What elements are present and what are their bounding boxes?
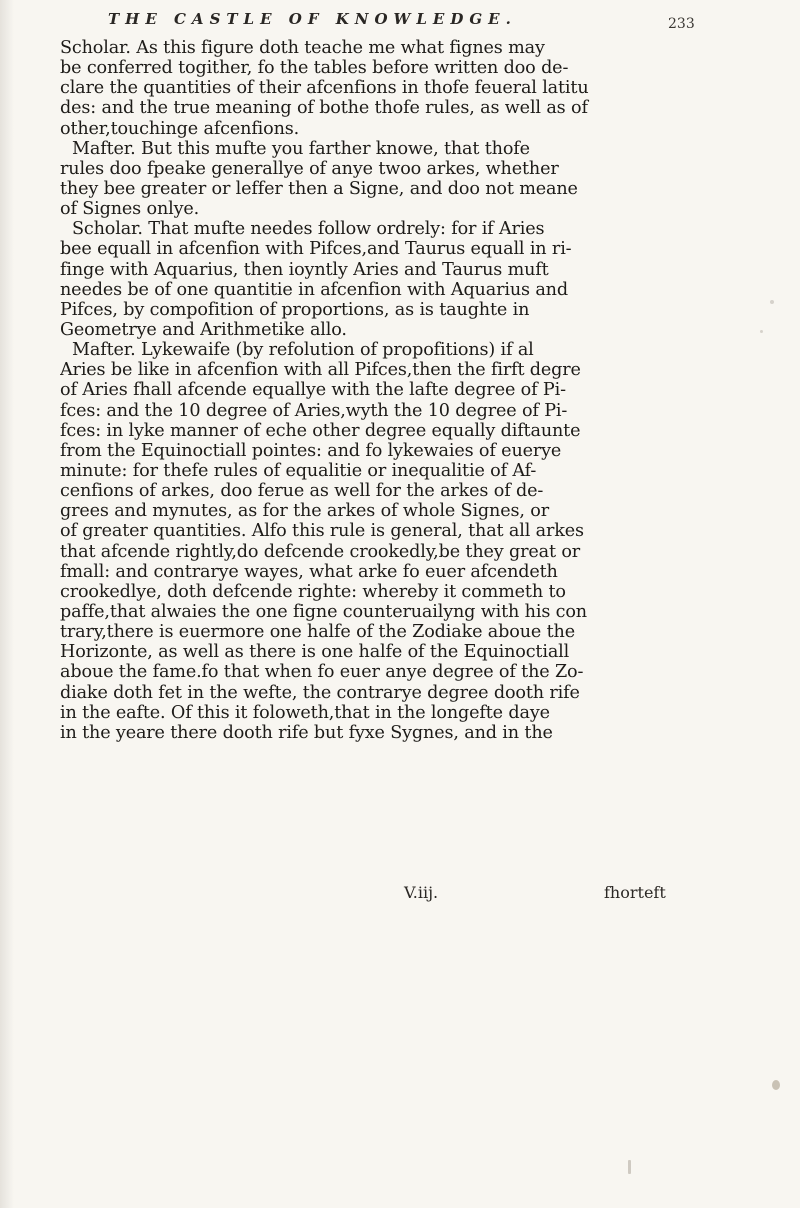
text-line: diake doth fet in the wefte, the contrarye degree dooth rife xyxy=(60,682,580,703)
text-line: from the Equinoctiall pointes: and fo lykewaies of euerye xyxy=(60,440,562,461)
body-text xyxy=(60,38,700,743)
text-line: in the eafte. Of this it foloweth,that in the longefte daye xyxy=(60,702,550,723)
text-line: of greater quantities. Alfo this rule is general, that all arkes xyxy=(60,521,584,542)
running-title: THE CASTLE OF KNOWLEDGE. xyxy=(108,10,517,28)
text-line: Aries be like in afcenfion with all Pifces,then the firft degre xyxy=(60,360,581,381)
text-line: that afcende rightly,do defcende crookedly,be they great or xyxy=(60,541,581,562)
text-line: fces: in lyke manner of eche other degree equally diftaunte xyxy=(60,420,581,441)
text-line: trary,there is euermore one halfe of the Zodiake aboue the xyxy=(60,622,575,643)
text-line: paffe,that alwaies the one figne counteruailyng with his con xyxy=(60,601,587,622)
text-line: Scholar. As this figure doth teache me what fignes may xyxy=(60,38,545,58)
paper-speck xyxy=(770,300,774,304)
text-line: rules doo fpeake generallye of anye twoo arkes, whether xyxy=(60,158,559,179)
page-gutter-shadow xyxy=(0,0,14,1208)
text-line: needes be of one quantitie in afcenfion with Aquarius and xyxy=(60,279,568,300)
text-line: cenfions of arkes, doo ferue as well for the arkes of de- xyxy=(60,481,544,502)
catchword: fhorteft xyxy=(604,883,666,902)
paper-speck xyxy=(772,1080,780,1090)
text-line: Scholar. That mufte needes follow ordrely: for if Aries xyxy=(72,219,545,240)
text-line: other,touchinge afcenfions. xyxy=(60,118,300,139)
text-line: of Signes onlye. xyxy=(60,199,200,220)
text-line: bee equall in afcenfion with Pifces,and Taurus equall in ri- xyxy=(60,239,572,260)
text-line: aboue the fame.fo that when fo euer anye degree of the Zo- xyxy=(60,662,584,683)
text-line: fces: and the 10 degree of Aries,wyth the 10 degree of Pi- xyxy=(60,400,568,421)
text-line: grees and mynutes, as for the arkes of whole Signes, or xyxy=(60,501,549,522)
paper-speck xyxy=(628,1160,631,1174)
text-line: Geometrye and Arithmetike allo. xyxy=(60,319,347,340)
text-line: crookedlye, doth defcende righte: whereby it commeth to xyxy=(60,581,566,602)
text-line: finge with Aquarius, then ioyntly Aries and Taurus muft xyxy=(60,259,549,280)
text-line: in the yeare there dooth rife but fyxe Sygnes, and in the xyxy=(60,722,553,743)
paper-speck xyxy=(760,330,763,333)
page-number: 233 xyxy=(668,16,695,32)
text-line: Mafter. Lykewaife (by refolution of propofitions) if al xyxy=(72,340,534,361)
text-line: clare the quantities of their afcenfions in thofe feueral latitu xyxy=(60,78,589,99)
text-line: fmall: and contrarye wayes, what arke fo euer afcendeth xyxy=(60,561,558,582)
text-line: minute: for thefe rules of equalitie or inequalitie of Af- xyxy=(60,460,537,481)
text-line: des: and the true meaning of bothe thofe rules, as well as of xyxy=(60,98,588,119)
text-line: Horizonte, as well as there is one halfe of the Equinoctiall xyxy=(60,642,570,663)
signature-mark: V.iij. xyxy=(404,883,439,902)
text-line: they bee greater or leffer then a Signe, and doo not meane xyxy=(60,178,578,199)
text-line: Mafter. But this mufte you farther knowe, that thofe xyxy=(72,138,530,159)
text-line: Pifces, by compofition of proportions, as is taughte in xyxy=(60,299,530,320)
text-line: be conferred togither, fo the tables before written doo de- xyxy=(60,58,569,79)
text-line: of Aries fhall afcende equallye with the lafte degree of Pi- xyxy=(60,380,566,401)
